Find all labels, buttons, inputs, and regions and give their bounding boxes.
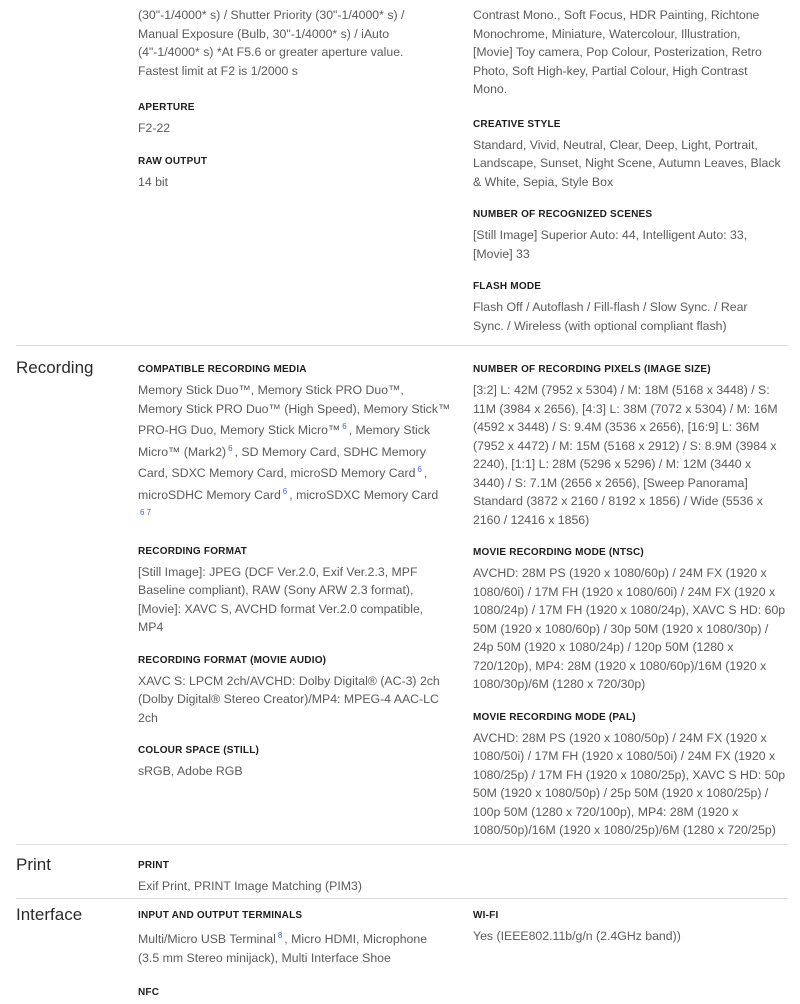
footnote-link[interactable]: 6 xyxy=(228,443,233,453)
wifi-label: WI-FI xyxy=(473,910,499,921)
nfc-label: NFC xyxy=(138,987,160,999)
print-value: Exif Print, PRINT Image Matching (PIM3) xyxy=(138,879,362,893)
top-left-column xyxy=(138,6,456,191)
section-divider xyxy=(16,898,788,899)
creative-style-value: Standard, Vivid, Neutral, Clear, Deep, Light, Portrait, Landscape, Sunset, Night Scene, Autumn Leaves, Black & White, Sepia, Style Box xyxy=(473,137,781,189)
aperture-value: F2-22 xyxy=(138,121,171,135)
recording-right-column xyxy=(473,364,793,840)
creative-style-label: CREATIVE STYLE xyxy=(473,118,561,130)
colour-space-value: sRGB, Adobe RGB xyxy=(138,764,243,779)
recognized-scenes-value: [Still Image] Superior Auto: 44, Intelligent Auto: 33, [Movie] 33 xyxy=(473,228,748,261)
raw-output-value: 14 bit xyxy=(138,174,169,189)
recording-media-value: Memory Stick Duo™, Memory Stick PRO Duo™, Memory Stick PRO Duo™ (High Speed), Memory Stick™ PRO-HG Duo, Memory Stick Micro™ $^6$ , Memory Stick Micro™ (Mark2) $^6$ , SD Memory Card, SDHC Memory Card, SDXC Memory Card, microSD Memory Card $^6$ , microSDHC Memory Card $^6$ , microSDXC Memory Card $^{6 7}$ xyxy=(138,383,451,518)
movie-audio-format-label: RECORDING FORMAT (MOVIE AUDIO) xyxy=(138,654,327,666)
section-divider xyxy=(16,844,788,845)
wifi-value: Yes (IEEE802.11b/g/n (2.4GHz band)) xyxy=(473,929,681,943)
print-label: PRINT xyxy=(138,860,169,871)
io-terminals-label: INPUT AND OUTPUT TERMINALS xyxy=(138,910,303,921)
colour-space-label: COLOUR SPACE (STILL) xyxy=(138,745,260,757)
recording-media-label: COMPATIBLE RECORDING MEDIA xyxy=(138,364,307,375)
footnote-link[interactable]: 8 xyxy=(277,931,283,940)
picture-effect-value: Contrast Mono., Soft Focus, HDR Painting, Richtone Monochrome, Miniature, Watercolour, Illustration, [Movie] Toy camera, Pop Colour, Posterization, Retro Photo, Soft High-key, Partial Colour, High Contrast Mono. xyxy=(473,8,762,96)
flash-mode-label: FLASH MODE xyxy=(473,281,542,292)
top-right-column xyxy=(473,6,793,335)
recording-format-label: RECORDING FORMAT xyxy=(138,545,248,557)
movie-audio-format-value: XAVC S: LPCM 2ch/AVCHD: Dolby Digital® (AC-3) 2ch (Dolby Digital® Stereo Creator)/MP4: MPEG-4 AAC-LC 2ch xyxy=(138,673,440,725)
movie-mode-pal-value: AVCHD: 28M PS (1920 x 1080/50p) / 24M FX (1920 x 1080/50i) / 17M FH (1920 x 1080/50i) / 24M FX (1920 x 1080/25p) / 17M FH (1920 x 1080/25p), XAVC S HD: 50p 50M (1920 x 1080/50p) / 25p 50M (1920 x 1080/25p) / 100p 50M (1280 x 720/100p), MP4: 28M (1920 x 1080/50p)/16M (1920 x 1080/25p)/6M (1280 x 720/25p) xyxy=(473,730,786,837)
section-divider xyxy=(16,345,788,346)
flash-mode-value: Flash Off / Autoflash / Fill-flash / Slow Sync. / Rear Sync. / Wireless (with optional compliant flash) xyxy=(473,300,748,333)
raw-output-label: RAW OUTPUT xyxy=(138,155,208,167)
recording-format-value: [Still Image]: JPEG (DCF Ver.2.0, Exif Ver.2.3, MPF Baseline compliant), RAW (Sony ARW 2.3 format), [Movie]: XAVC S, AVCHD format Ver.2.0 compatible, MP4 xyxy=(138,564,424,635)
interface-left-column xyxy=(138,910,456,1004)
footnote-link[interactable]: 6 xyxy=(417,465,422,475)
movie-mode-ntsc-value: AVCHD: 28M PS (1920 x 1080/60p) / 24M FX (1920 x 1080/60i) / 17M FH (1920 x 1080/60i) / 24M FX (1920 x 1080/24p) / 17M FH (1920 x 1080/24p), XAVC S HD: 60p 50M (1920 x 1080/60p) / 30p 50M (1920 x 1080/30p) / 24p 50M (1920 x 1080/24p) / 120p 50M (1280 x 720/120p), MP4: 28M (1920 x 1080/60p)/16M (1920 x 1080/30p)/6M (1280 x 720/30p) xyxy=(473,566,786,691)
recording-pixels-value: [3:2] L: 42M (7952 x 5304) / M: 18M (5168 x 3448) / S: 11M (3984 x 2656), [4:3] L: 38M (7072 x 5304) / M: 16M (4592 x 3448) / S: 9.4M (3536 x 2656), [16:9] L: 36M (7952 x 4472) / M: 15M (5168 x 2912) / S: 8.9M (3984 x 2240), [1:1] L: 28M (5296 x 5296) / M: 12M (3440 x 3440) / S: 7.1M (2656 x 2656), [Sweep Panorama] Standard (3872 x 2160 / 8192 x 1856) / Wide (5536 x 2160 / 12416 x 1856) xyxy=(473,383,778,527)
interface-right-column xyxy=(473,910,793,946)
footnote-link[interactable]: 6 xyxy=(342,422,347,431)
section-title-interface: Interface xyxy=(16,905,83,924)
print-column xyxy=(138,860,456,896)
aperture-label: APERTURE xyxy=(138,102,195,113)
section-title-print: Print xyxy=(16,855,51,874)
section-title-recording: Recording xyxy=(16,358,94,377)
shutter-mode-value: (30"-1/4000* s) / Shutter Priority (30"-1/4000* s) / Manual Exposure (Bulb, 30"-1/4000* s) / iAuto (4"-1/4000* s) *At F5.6 or greater aperture value. Fastest limit at F2 is 1/2000 s xyxy=(138,8,405,78)
movie-mode-ntsc-label: MOVIE RECORDING MODE (NTSC) xyxy=(473,547,644,558)
recording-pixels-label: NUMBER OF RECORDING PIXELS (IMAGE SIZE) xyxy=(473,364,711,375)
recognized-scenes-label: NUMBER OF RECOGNIZED SCENES xyxy=(473,209,653,220)
recording-left-column xyxy=(138,364,456,781)
io-terminals-value: Multi/Micro USB Terminal $^8$ , Micro HDMI, Microphone (3.5 mm Stereo minijack), Multi Interface Shoe xyxy=(138,931,428,965)
footnote-link[interactable]: 6 xyxy=(282,486,288,496)
footnote-link[interactable]: 6 7 xyxy=(140,508,152,518)
movie-mode-pal-label: MOVIE RECORDING MODE (PAL) xyxy=(473,711,636,723)
